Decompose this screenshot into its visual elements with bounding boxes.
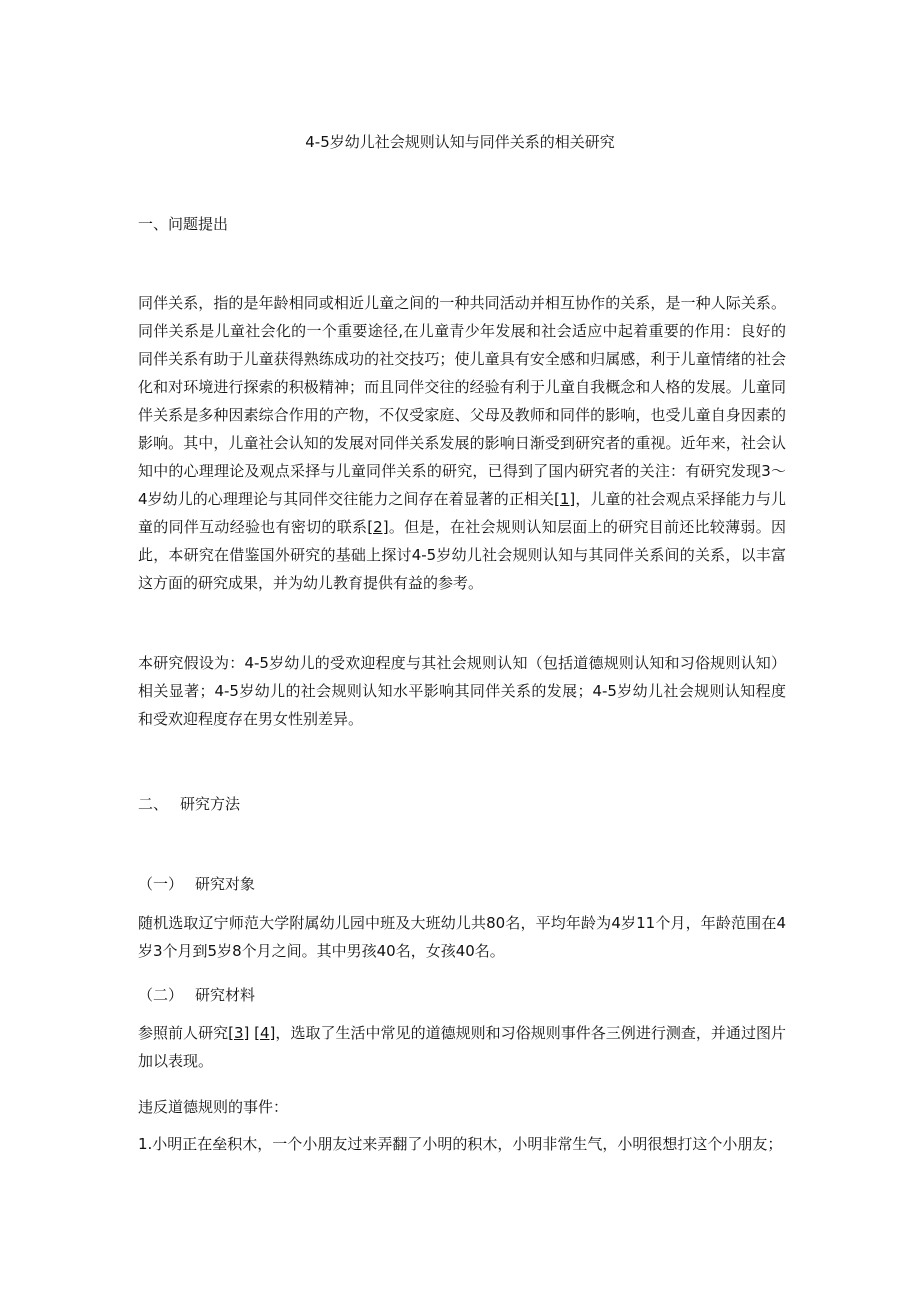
section-title: 研究方法 bbox=[180, 795, 241, 813]
citation-link-2[interactable]: [2] bbox=[367, 518, 389, 536]
paragraph-text: 参照前人研究 bbox=[138, 1024, 229, 1042]
paragraph-text: 同伴关系，指的是年龄相同或相近儿童之间的一种共同活动并相互协作的关系，是一种人际关系。同伴关系是儿童社会化的一个重要途径,在儿童青少年发展和社会适应中起着重要的作用：良好的同伴关系有助于儿童获得熟练成功的社交技巧；使儿童具有安全感和归属感，利于儿童情绪的社会化和对环境进行探索的积极精神；而且同伴交往的经验有利于儿童自我概念和人格的发展。儿童同伴关系是多种因素综合作用的产物，不仅受家庭、父母及教师和同伴的影响，也受儿童自身因素的影响。其中，儿童社会认知的发展对同伴关系发展的影响日渐受到研究者的重视。近年来，社会认知中的心理理论及观点采择与儿童同伴关系的研究，已得到了国内研究者的关注：有研究发现3～4岁幼儿的心理理论与其同伴交往能力之间存在着显著的正相关 bbox=[138, 294, 786, 508]
subsection-heading-subjects bbox=[138, 873, 255, 895]
section-number: 二、 bbox=[138, 795, 169, 813]
paragraph-materials bbox=[138, 1019, 786, 1075]
paragraph-subjects: 随机选取辽宁师范大学附属幼儿园中班及大班幼儿共80名，平均年龄为4岁11个月，年龄范围在4岁3个月到5岁8个月之间。其中男孩40名，女孩40名。 bbox=[138, 914, 786, 960]
citation-link-1[interactable]: [1] bbox=[554, 490, 576, 508]
citation-link-3[interactable]: [3] bbox=[228, 1024, 250, 1042]
subsection-number: （二） bbox=[138, 986, 184, 1004]
subsection-title: 研究材料 bbox=[195, 986, 256, 1004]
paragraph-hypothesis: 本研究假设为：4-5岁幼儿的受欢迎程度与其社会规则认知（包括道德规则认知和习俗规则认知）相关显著；4-5岁幼儿的社会规则认知水平影响其同伴关系的发展；4-5岁幼儿社会规则认知程度和受欢迎程度存在男女性别差异。 bbox=[138, 654, 786, 728]
paragraph-text: 。但是，在社会规则认知层面上的研究目前还比较薄弱。因此，本研究在借鉴国外研究的基础上探讨4-5岁幼儿社会规则认知与其同伴关系间的关系，以丰富这方面的研究成果，并为幼儿教育提供有益的参考。 bbox=[138, 518, 786, 592]
section-heading-problem: 一、问题提出 bbox=[138, 215, 229, 233]
citation-link-4[interactable]: [4] bbox=[254, 1024, 276, 1042]
section-heading-methods bbox=[138, 793, 240, 815]
paragraph-text: ，选取了生活中常见的道德规则和习俗规则事件各三例进行测查，并通过图片加以表现。 bbox=[138, 1024, 786, 1070]
subsection-number: （一） bbox=[138, 875, 184, 893]
paragraph-background bbox=[138, 289, 786, 597]
subsection-title: 研究对象 bbox=[195, 875, 256, 893]
subsection-heading-materials bbox=[138, 984, 255, 1006]
paragraph-text: ，儿童的社会观点采择能力与儿童的同伴互动经验也有密切的联系 bbox=[138, 490, 786, 536]
paragraph-moral-events-label: 违反道德规则的事件： bbox=[138, 1098, 289, 1116]
document-title: 4-5岁幼儿社会规则认知与同伴关系的相关研究 bbox=[305, 133, 615, 151]
paragraph-event-1: 1.小明正在垒积木，一个小朋友过来弄翻了小明的积木，小明非常生气，小明很想打这个小朋友； bbox=[138, 1135, 783, 1153]
